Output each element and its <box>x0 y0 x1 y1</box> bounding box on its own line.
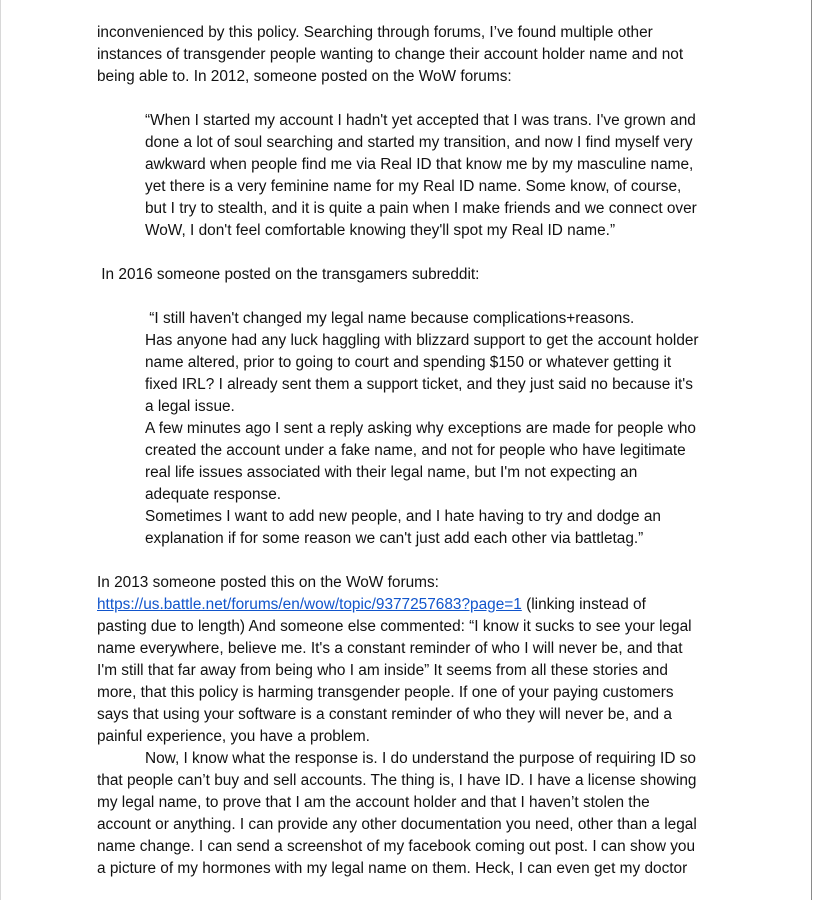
text-line: that people can’t buy and sell accounts. The thing is, I have ID. I have a license showing <box>97 772 697 789</box>
text-line: pasting due to length) And someone else commented: “I know it sucks to see your legal <box>97 618 692 635</box>
text-line: Now, I know what the response is. I do understand the purpose of requiring ID so <box>145 750 696 767</box>
quote-line: but I try to stealth, and it is quite a pain when I make friends and we connect over <box>145 200 697 217</box>
text-line: being able to. In 2012, someone posted on the WoW forums: <box>97 68 512 85</box>
text-line: name change. I can send a screenshot of my facebook coming out post. I can show you <box>97 838 696 855</box>
document-body <box>97 22 737 880</box>
quote-line: awkward when people find me via Real ID that know me by my masculine name, <box>145 156 694 173</box>
intro-paragraph <box>97 22 737 88</box>
page-right-edge <box>811 0 812 900</box>
text-line: I'm still that far away from being who I am inside” It seems from all these stories and <box>97 662 668 679</box>
link-line <box>97 594 737 616</box>
quote-line: created the account under a fake name, and not for people who have legitimate <box>145 442 686 459</box>
quote-line: “I still haven't changed my legal name because complications+reasons. <box>145 310 635 327</box>
quote-line: yet there is a very feminine name for my Real ID name. Some know, of course, <box>145 178 682 195</box>
text-line: more, that this policy is harming transgender people. If one of your paying customers <box>97 684 674 701</box>
page-left-edge <box>0 0 1 900</box>
text-line: inconvenienced by this policy. Searching through forums, I’ve found multiple other <box>97 24 653 41</box>
quote-line: explanation if for some reason we can't just add each other via battletag.” <box>145 530 644 547</box>
text-line: a picture of my hormones with my legal name on them. Heck, I can even get my doctor <box>97 860 688 877</box>
quote-line: adequate response. <box>145 486 282 503</box>
text-line: my legal name, to prove that I am the account holder and that I haven’t stolen the <box>97 794 650 811</box>
forum-intro: In 2013 someone posted this on the WoW forums: <box>97 574 439 591</box>
text-line: name everywhere, believe me. It's a constant reminder of who I will never be, and that <box>97 640 683 657</box>
quote-line: WoW, I don't feel comfortable knowing they'll spot my Real ID name.” <box>145 222 616 239</box>
response-paragraph <box>97 748 737 880</box>
quote-line: a legal issue. <box>145 398 235 415</box>
text-line: instances of transgender people wanting to change their account holder name and not <box>97 46 684 63</box>
forum-topic-link[interactable]: https://us.battle.net/forums/en/wow/topic/9377257683?page=1 <box>97 596 522 613</box>
quote-line: Sometimes I want to add new people, and I hate having to try and dodge an <box>145 508 661 525</box>
quote-line: A few minutes ago I sent a reply asking why exceptions are made for people who <box>145 420 696 437</box>
quote-line: “When I started my account I hadn't yet accepted that I was trans. I've grown and <box>145 112 696 129</box>
blockquote-transgamers-2016 <box>97 308 737 550</box>
quote-line: done a lot of soul searching and started my transition, and now I find myself very <box>145 134 693 151</box>
subreddit-intro: In 2016 someone posted on the transgamers subreddit: <box>97 266 480 283</box>
link-trailing-text: (linking instead of <box>521 596 646 613</box>
quote-line: Has anyone had any luck haggling with blizzard support to get the account holder <box>145 332 699 349</box>
text-line: says that using your software is a constant reminder of who they will never be, and a <box>97 706 672 723</box>
quote-line: fixed IRL? I already sent them a support ticket, and they just said no because it's <box>145 376 693 393</box>
text-line: account or anything. I can provide any other documentation you need, other than a legal <box>97 816 697 833</box>
blockquote-wow-forums-2012 <box>97 110 737 242</box>
quote-line: name altered, prior to going to court and spending $150 or whatever getting it <box>145 354 672 371</box>
forum-paragraph <box>97 572 737 748</box>
text-line: painful experience, you have a problem. <box>97 728 370 745</box>
quote-line: real life issues associated with their legal name, but I'm not expecting an <box>145 464 638 481</box>
